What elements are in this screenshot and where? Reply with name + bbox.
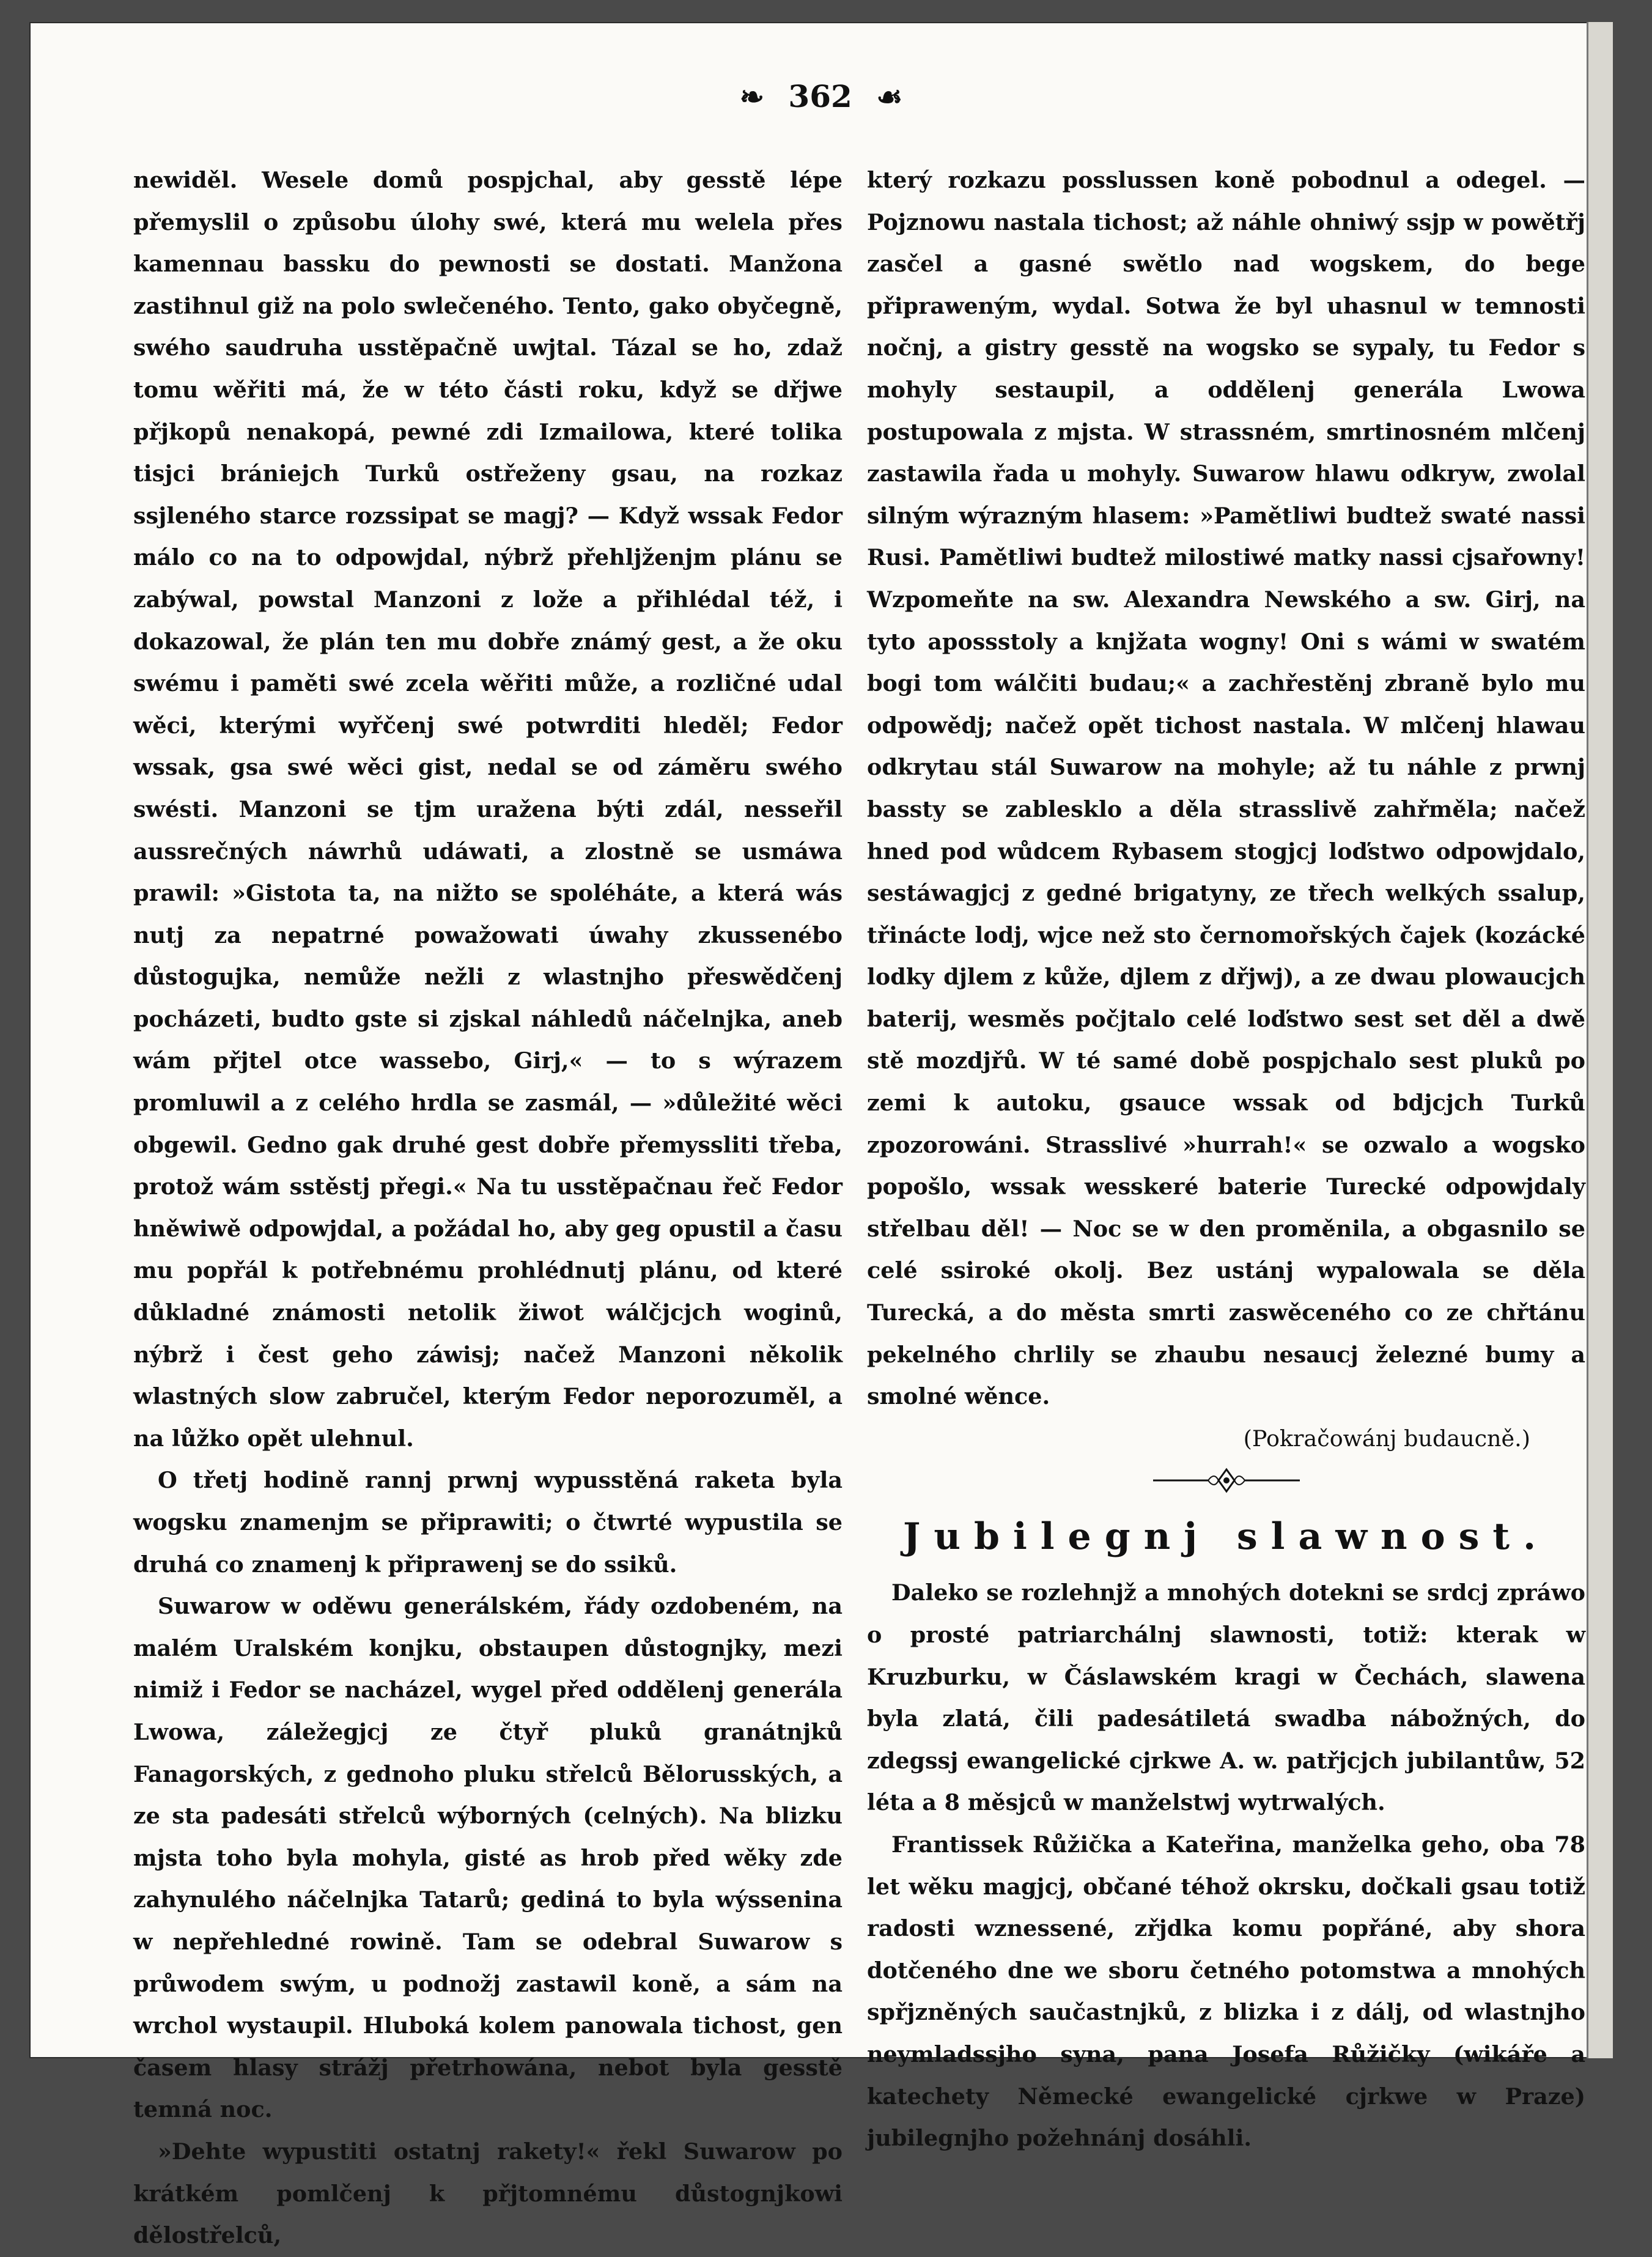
paragraph: Daleko se rozlehnjž a mnohých dotekni se srdcj zpráwo o prosté patriarchálnj slawnosti, totiž: kterak w Kruzburku, w Čáslawském kragi w Čechách, slawena byla zlatá, čili padesátiletá swadba nábožných, do zdegssj ewangelické cjrkwe A. w. patřjcjch jubilantůw, 52 léta a 8 měsjců w manželstwj wytrwalých. — [867, 1579, 1585, 1816]
paragraph: Suwarow w oděwu generálském, řády ozdobeném, na malém Uralském konjku, obstaupen důstognjky, mezi nimiž i Fedor se nacházel, wygel před oddělenj generála Lwowa, záležegjcj ze čtyř pluků granátnjků Fanagorských, z gednoho pluku střelců Bělorusských, a ze sta padesáti střelců wýborných (celných). Na blizku mjsta toho byla mohyla, gisté as hrob před wěky zde zahynulého náčelnjka Tatarů; gediná to byla wýssenina w nepřehledné rowině. Tam se odebral Suwarow s průwodem swým, u podnožj zastawil koně, a sám na wrchol wystaupil. Hluboká kolem panowala tichost, gen časem hlasy strážj přetrhowána, nebot byla gesstě temná noc. — [133, 1593, 843, 2123]
ornament-right-icon: ☙ — [876, 80, 903, 114]
paragraph: newiděl. Wesele domů pospjchal, aby gesstě lépe přemyslil o způsobu úlohy swé, která mu welela přes kamennau bassku do pewnosti se dostati. Manžona zastihnul giž na polo swlečeného. Tento, gako obyčegně, swého saudruha usstěpačně uwjtal. Tázal se ho, zdaž tomu wěřiti má, že w této části roku, když se dřjwe přjkopů nenakopá, pewné zdi Izmailowa, které tolika tisjci brániejch Turků ostřeženy gsau, na rozkaz ssjleného starce rozssipat se magj? — Když wssak Fedor málo co na to odpowjdal, nýbrž přehljženjm plánu se zabýwal, powstal Manzoni z lože a přihlédal též, i dokazowal, že plán ten mu dobře známý gest, a že oku swému i paměti swé zcela wěřiti může, a rozličné udal wěci, kterými wyřčenj swé potwrditi hleděl; Fedor wssak, gsa swé wěci gist, nedal se od záměru swého swésti. Manzoni se tjm uražena býti zdál, nesseřil aussrečných náwrhů udáwati, a zlostně se usmáwa prawil: »Gistota ta, na nižto se spoléháte, a která wás nutj za nepatrné powažowati úwahy zkussenébo důstogujka, nemůže nežli z wlastnjho přeswědčenj pocházeti, budto gste si zjskal náhledů náčelnjka, aneb wám přjtel otce wassebo, Girj,« — to s wýrazem promluwil a z celého hrdla se zasmál, — »důležité wěci obgewil. Gedno gak druhé gest dobře přemyssliti třeba, protož wám sstěstj přegi.« Na tu usstěpačnau řeč Fedor hněwiwě odpowjdal, a požádal ho, aby geg opustil a času mu popřál k potřebnému prohlédnutj plánu, od které důkladné známosti netolik žiwot wálčjcjch woginů, nýbrž i čest geho záwisj; načež Manzoni několik wlastných slow zabručel, kterým Fedor neporozuměl, a na lůžko opět ulehnul. — [133, 167, 843, 1452]
page-header — [29, 78, 1613, 114]
section-title: Jubilegnj slawnost. — [902, 1515, 1550, 1559]
divider-ornament-icon — [1150, 1467, 1303, 1494]
paragraph: O třetj hodině rannj prwnj wypusstěná raketa byla wogsku znamenjm se připrawiti; o čtwrté wypustila se druhá co znamenj k připrawenj se do ssiků. — [133, 1467, 843, 1578]
paragraph: »Dehte wypustiti ostatnj rakety!« řekl Suwarow po krátkém pomlčenj k přjtomnému důstognjkowi dělostřelců, — [133, 2138, 843, 2249]
right-column — [867, 160, 1585, 2160]
ornament-left-icon: ❧ — [739, 80, 764, 114]
continuation-note: (Pokračowánj budaucně.) — [1243, 1425, 1530, 1452]
section-divider — [867, 1460, 1585, 1501]
paragraph: Frantissek Růžička a Kateřina, manželka geho, oba 78 let wěku magjcj, občané téhož okrsku, dočkali gsau totiž radosti wznessené, zřjdka komu popřáné, aby shora dotčeného dne we sboru četného potomstwa a mnohých spřjzněných saučastnjků, z blizka i z dálj, od wlastnjho neymladssjho syna, pana Josefa Růžičky (wikáře a katechety Německé ewangelické cjrkwe w Praze) jubilegnjho požehnánj dosáhli. — [867, 1831, 1585, 2152]
page-number: 362 — [788, 78, 852, 114]
newspaper-page — [29, 22, 1613, 2249]
page-spine — [1587, 22, 1613, 2058]
paragraph: který rozkazu posslussen koně pobodnul a odegel. — Pojznowu nastala tichost; až náhle ohniwý ssjp w powětřj zasčel a gasné swětlo nad wogskem, do bege připraweným, wydal. Sotwa že byl uhasnul w temnosti nočnj, a gistry gesstě na wogsko se sypaly, tu Fedor s mohyly sestaupil, a oddělenj generála Lwowa postupowala z mjsta. W strassném, smrtinosném mlčenj zastawila řada u mohyly. Suwarow hlawu odkryw, zwolal silným wýrazným hlasem: »Pamětliwi budtež swaté nassi Rusi. Pamětliwi budtež milostiwé matky nassi cjsařowny! Wzpomeňte na sw. Alexandra Newského a sw. Girj, na tyto apossstoly a knjžata wogny! Oni s wámi w swatém bogi tom wálčiti budau;« a zachřestěnj zbraně bylo mu odpowědj; načež opět tichost nastala. W mlčenj hlawau odkrytau stál Suwarow na mohyle; až tu náhle z prwnj bassty se zablesklo a děla strasslivě zahřměla; načež hned pod wůdcem Rybasem stogjcj loďstwo odpowjdalo, sestáwagjcj z gedné brigatyny, ze třech welkých ssalup, třinácte lodj, wjce než sto černomořských čajek (kozácké lodky djlem z kůže, djlem z dřjwj), a ze dwau plowaucjch baterij, wesměs počjtalo celé loďstwo sest set děl a dwě stě mozdjřů. W té samé době pospjchalo sest pluků po zemi k autoku, gsauce wssak od bdjcjch Turků zpozorowáni. Strasslivé »hurrah!« se ozwalo a wogsko popošlo, wssak wesskeré baterie Turecké odpowjdaly střelbau děl! — Noc se w den proměnila, a obgasnilo se celé ssiroké okolj. Bez ustánj wypalowala se děla Turecká, a do města smrti zaswěceného co ze chřtánu pekelného chrlily se zhaubu nesaucj železné bumy a smolné wěnce. — [867, 167, 1585, 1410]
left-column — [133, 160, 843, 2257]
